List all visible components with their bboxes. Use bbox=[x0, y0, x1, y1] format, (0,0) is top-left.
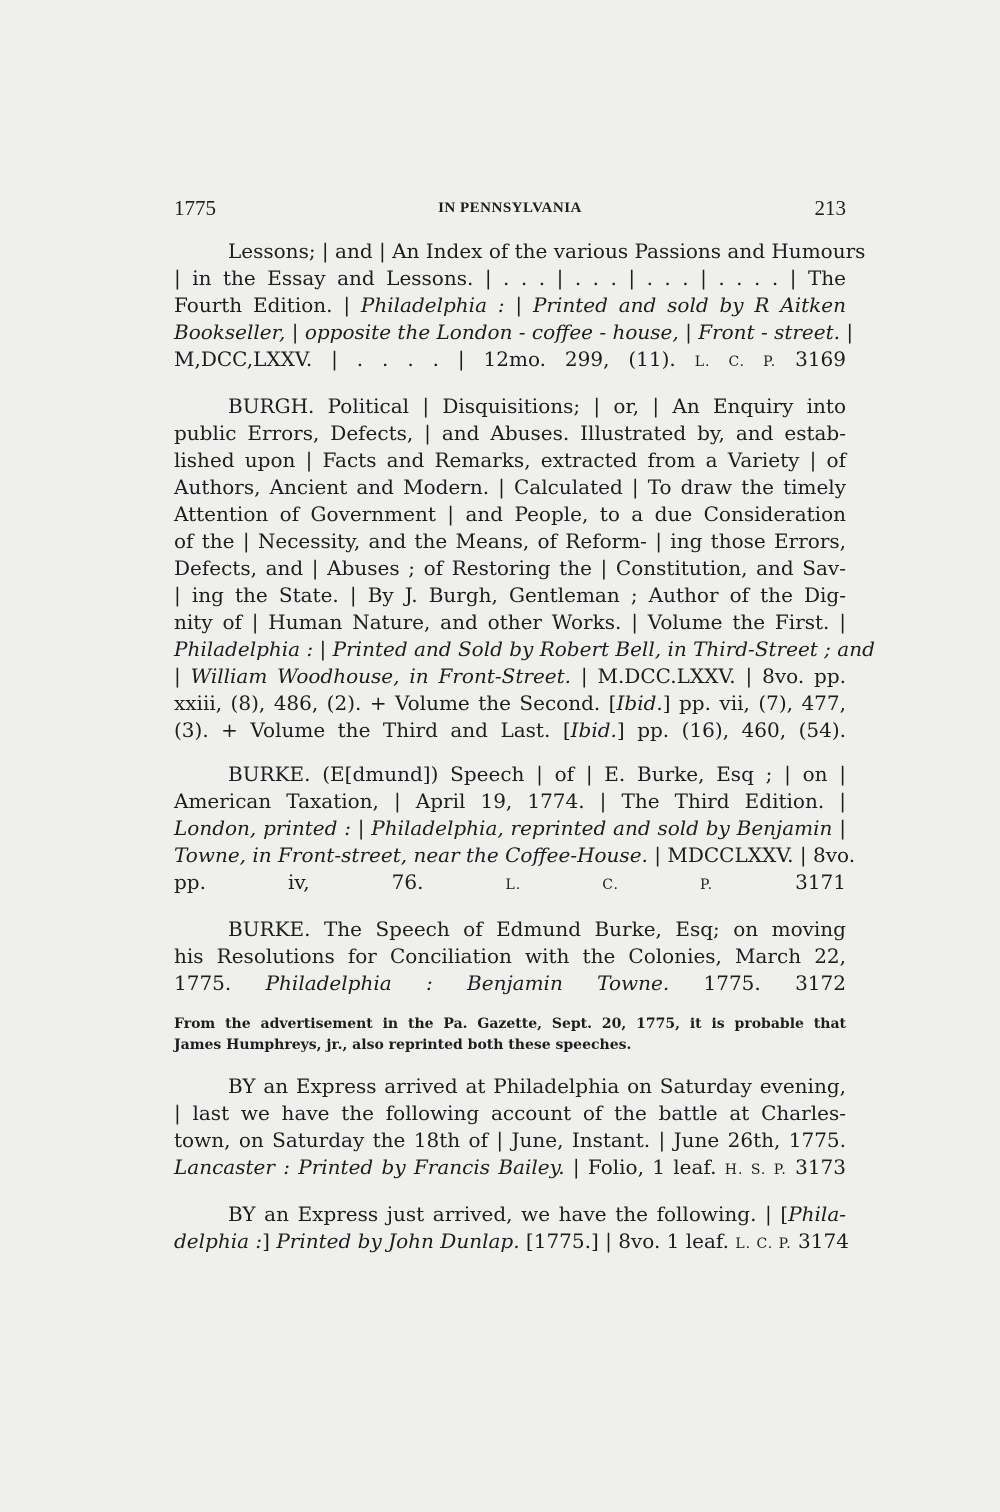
library-location: L. C. P. bbox=[505, 877, 714, 893]
entry-line bbox=[174, 1100, 846, 1127]
entry-line bbox=[174, 717, 846, 744]
entry-text: | ing the State. | By J. Burgh, Gentleman ; Author of the Dig- bbox=[174, 583, 846, 607]
entry-text: Fourth Edition. | bbox=[174, 293, 361, 317]
bibliography-entry bbox=[174, 238, 866, 376]
entry-line bbox=[174, 1073, 846, 1100]
entry-line bbox=[174, 943, 846, 970]
editorial-note bbox=[174, 1014, 846, 1056]
entry-text: Lancaster : Printed by Francis Bailey. bbox=[174, 1155, 565, 1179]
entry-line bbox=[174, 1201, 846, 1228]
entry-text: Philadelphia : bbox=[174, 637, 320, 661]
entry-line bbox=[174, 842, 856, 869]
running-head-title: IN PENNSYLVANIA bbox=[438, 200, 582, 216]
entry-text: 3174 bbox=[791, 1229, 849, 1253]
entry-line bbox=[174, 474, 846, 501]
entry-line bbox=[174, 663, 846, 690]
entry-line bbox=[174, 420, 846, 447]
entry-text: | bbox=[357, 816, 372, 840]
entry-line bbox=[174, 292, 846, 319]
bibliography-entry bbox=[174, 1073, 846, 1184]
entry-text: | bbox=[515, 293, 533, 317]
library-location: H. S. P. bbox=[724, 1162, 787, 1178]
bibliography-entry bbox=[174, 1201, 849, 1258]
entry-text: Ibid. bbox=[616, 691, 663, 715]
entry-text: pp. iv, 76. bbox=[174, 870, 506, 894]
entry-text: Towne, in Front-street, near the Coffee-House. bbox=[174, 843, 655, 867]
entry-text: William Woodhouse, in Front-Street. bbox=[190, 664, 581, 688]
entry-text: BURKE. The Speech of Edmund Burke, Esq; on moving bbox=[228, 917, 846, 941]
entry-text: Printed and sold by R Aitken bbox=[532, 293, 847, 317]
entry-text: Printed by John Dunlap. bbox=[276, 1229, 520, 1253]
entry-line bbox=[174, 690, 846, 717]
bibliography-entry bbox=[174, 393, 875, 744]
entry-text: Defects, and | Abuses ; of Restoring the | Constitution, and Sav- bbox=[174, 556, 846, 580]
entry-text: | MDCCLXXV. | 8vo. bbox=[654, 843, 856, 867]
bibliography-entry bbox=[174, 761, 856, 899]
entry-text: Philadelphia : Benjamin Towne. bbox=[265, 971, 670, 995]
entry-line bbox=[174, 238, 866, 265]
entry-text: BURKE. (E[dmund]) Speech | of | E. Burke, Esq ; | on | bbox=[228, 762, 846, 786]
entry-text: his Resolutions for Conciliation with the Colonies, March 22, bbox=[174, 944, 846, 968]
entry-text: 1775. 3172 bbox=[669, 971, 846, 995]
entry-line bbox=[174, 761, 846, 788]
library-location: L. C. P. bbox=[694, 354, 777, 370]
entry-text: 3173 bbox=[786, 1155, 846, 1179]
entry-text: Philadelphia, reprinted and sold by Benjamin bbox=[371, 816, 840, 840]
entry-line bbox=[174, 1154, 846, 1184]
bibliography-entries bbox=[174, 238, 875, 1258]
entry-text: (3). + Volume the Third and Last. [ bbox=[174, 718, 571, 742]
entry-text: | in the Essay and Lessons. | . . . | . . . | . . . | . . . . | The bbox=[174, 266, 846, 290]
entry-text: 3171 bbox=[713, 870, 846, 894]
page-number: 213 bbox=[814, 196, 846, 220]
bibliography-entry bbox=[174, 916, 846, 997]
entry-text: Attention of Government | and People, to a due Consideration bbox=[174, 502, 846, 526]
entry-text: 3169 bbox=[776, 347, 846, 371]
entry-line bbox=[174, 265, 846, 292]
entry-text: [1775.] | 8vo. 1 leaf. bbox=[519, 1229, 736, 1253]
entry-text: delphia : bbox=[174, 1229, 263, 1253]
entry-line bbox=[174, 393, 846, 420]
entry-text: town, on Saturday the 18th of | June, Instant. | June 26th, 1775. bbox=[174, 1128, 846, 1152]
entry-text: | bbox=[291, 320, 305, 344]
note-line: James Humphreys, jr., also reprinted both these speeches. bbox=[174, 1037, 632, 1053]
entry-line bbox=[174, 609, 846, 636]
entry-text: public Errors, Defects, | and Abuses. Illustrated by, and estab- bbox=[174, 421, 846, 445]
entry-line bbox=[174, 528, 846, 555]
entry-text: BY an Express arrived at Philadelphia on Saturday evening, bbox=[228, 1074, 846, 1098]
entry-line bbox=[174, 815, 846, 842]
entry-text: BY an Express just arrived, we have the following. | [ bbox=[228, 1202, 789, 1226]
entry-text: Lessons; | and | An Index of the various Passions and Humours bbox=[228, 239, 866, 263]
entry-text: | bbox=[319, 637, 333, 661]
entry-text: | Folio, 1 leaf. bbox=[564, 1155, 725, 1179]
entry-line bbox=[174, 970, 846, 997]
entry-text: Bookseller, bbox=[174, 320, 292, 344]
entry-text: American Taxation, | April 19, 1774. | The Third Edition. | bbox=[174, 789, 846, 813]
entry-line bbox=[174, 916, 846, 943]
entry-line bbox=[174, 346, 846, 376]
entry-text: xxiii, (8), 486, (2). + Volume the Second. [ bbox=[174, 691, 617, 715]
entry-text: 1775. bbox=[174, 971, 266, 995]
entry-line bbox=[174, 636, 875, 663]
entry-line bbox=[174, 447, 846, 474]
entry-line bbox=[174, 869, 846, 899]
entry-text: nity of | Human Nature, and other Works. | Volume the First. | bbox=[174, 610, 846, 634]
entry-text: ] pp. vii, (7), 477, bbox=[662, 691, 846, 715]
entry-line bbox=[174, 555, 846, 582]
entry-line bbox=[174, 788, 846, 815]
entry-text: Philadelphia : bbox=[360, 293, 516, 317]
entry-text: | bbox=[685, 320, 699, 344]
entry-text: ] bbox=[262, 1229, 277, 1253]
entry-text: | last we have the following account of the battle at Charles- bbox=[174, 1101, 846, 1125]
entry-text: | bbox=[846, 320, 854, 344]
entry-line bbox=[174, 319, 854, 346]
entry-text: Authors, Ancient and Modern. | Calculated | To draw the timely bbox=[174, 475, 846, 499]
entry-text: ] pp. (16), 460, (54). bbox=[616, 718, 846, 742]
entry-text: Phila- bbox=[788, 1202, 846, 1226]
running-head bbox=[174, 196, 846, 224]
entry-text: of the | Necessity, and the Means, of Reform- | ing those Errors, bbox=[174, 529, 846, 553]
running-head-year: 1775 bbox=[174, 196, 216, 220]
entry-text: lished upon | Facts and Remarks, extracted from a Variety | of bbox=[174, 448, 846, 472]
note-line: From the advertisement in the Pa. Gazette, Sept. 20, 1775, it is probable that bbox=[174, 1016, 846, 1032]
entry-text: London, printed : bbox=[174, 816, 358, 840]
entry-text: Ibid. bbox=[570, 718, 617, 742]
entry-text: BURGH. Political | Disquisitions; | or, | An Enquiry into bbox=[228, 394, 846, 418]
entry-text: opposite the London - coffee - house, bbox=[304, 320, 686, 344]
entry-text: | bbox=[174, 664, 191, 688]
entry-line bbox=[174, 501, 846, 528]
entry-text: Front - street. bbox=[698, 320, 847, 344]
entry-text: Printed and Sold by Robert Bell, in Third-Street ; and bbox=[332, 637, 875, 661]
entry-text: M,DCC,LXXV. | . . . . | 12mo. 299, (11). bbox=[174, 347, 695, 371]
entry-text: | bbox=[839, 816, 846, 840]
entry-line bbox=[174, 582, 846, 609]
entry-text: | M.DCC.LXXV. | 8vo. pp. bbox=[580, 664, 847, 688]
entry-line bbox=[174, 1127, 846, 1154]
entry-line bbox=[174, 1228, 849, 1258]
library-location: L. C. P. bbox=[735, 1236, 792, 1252]
